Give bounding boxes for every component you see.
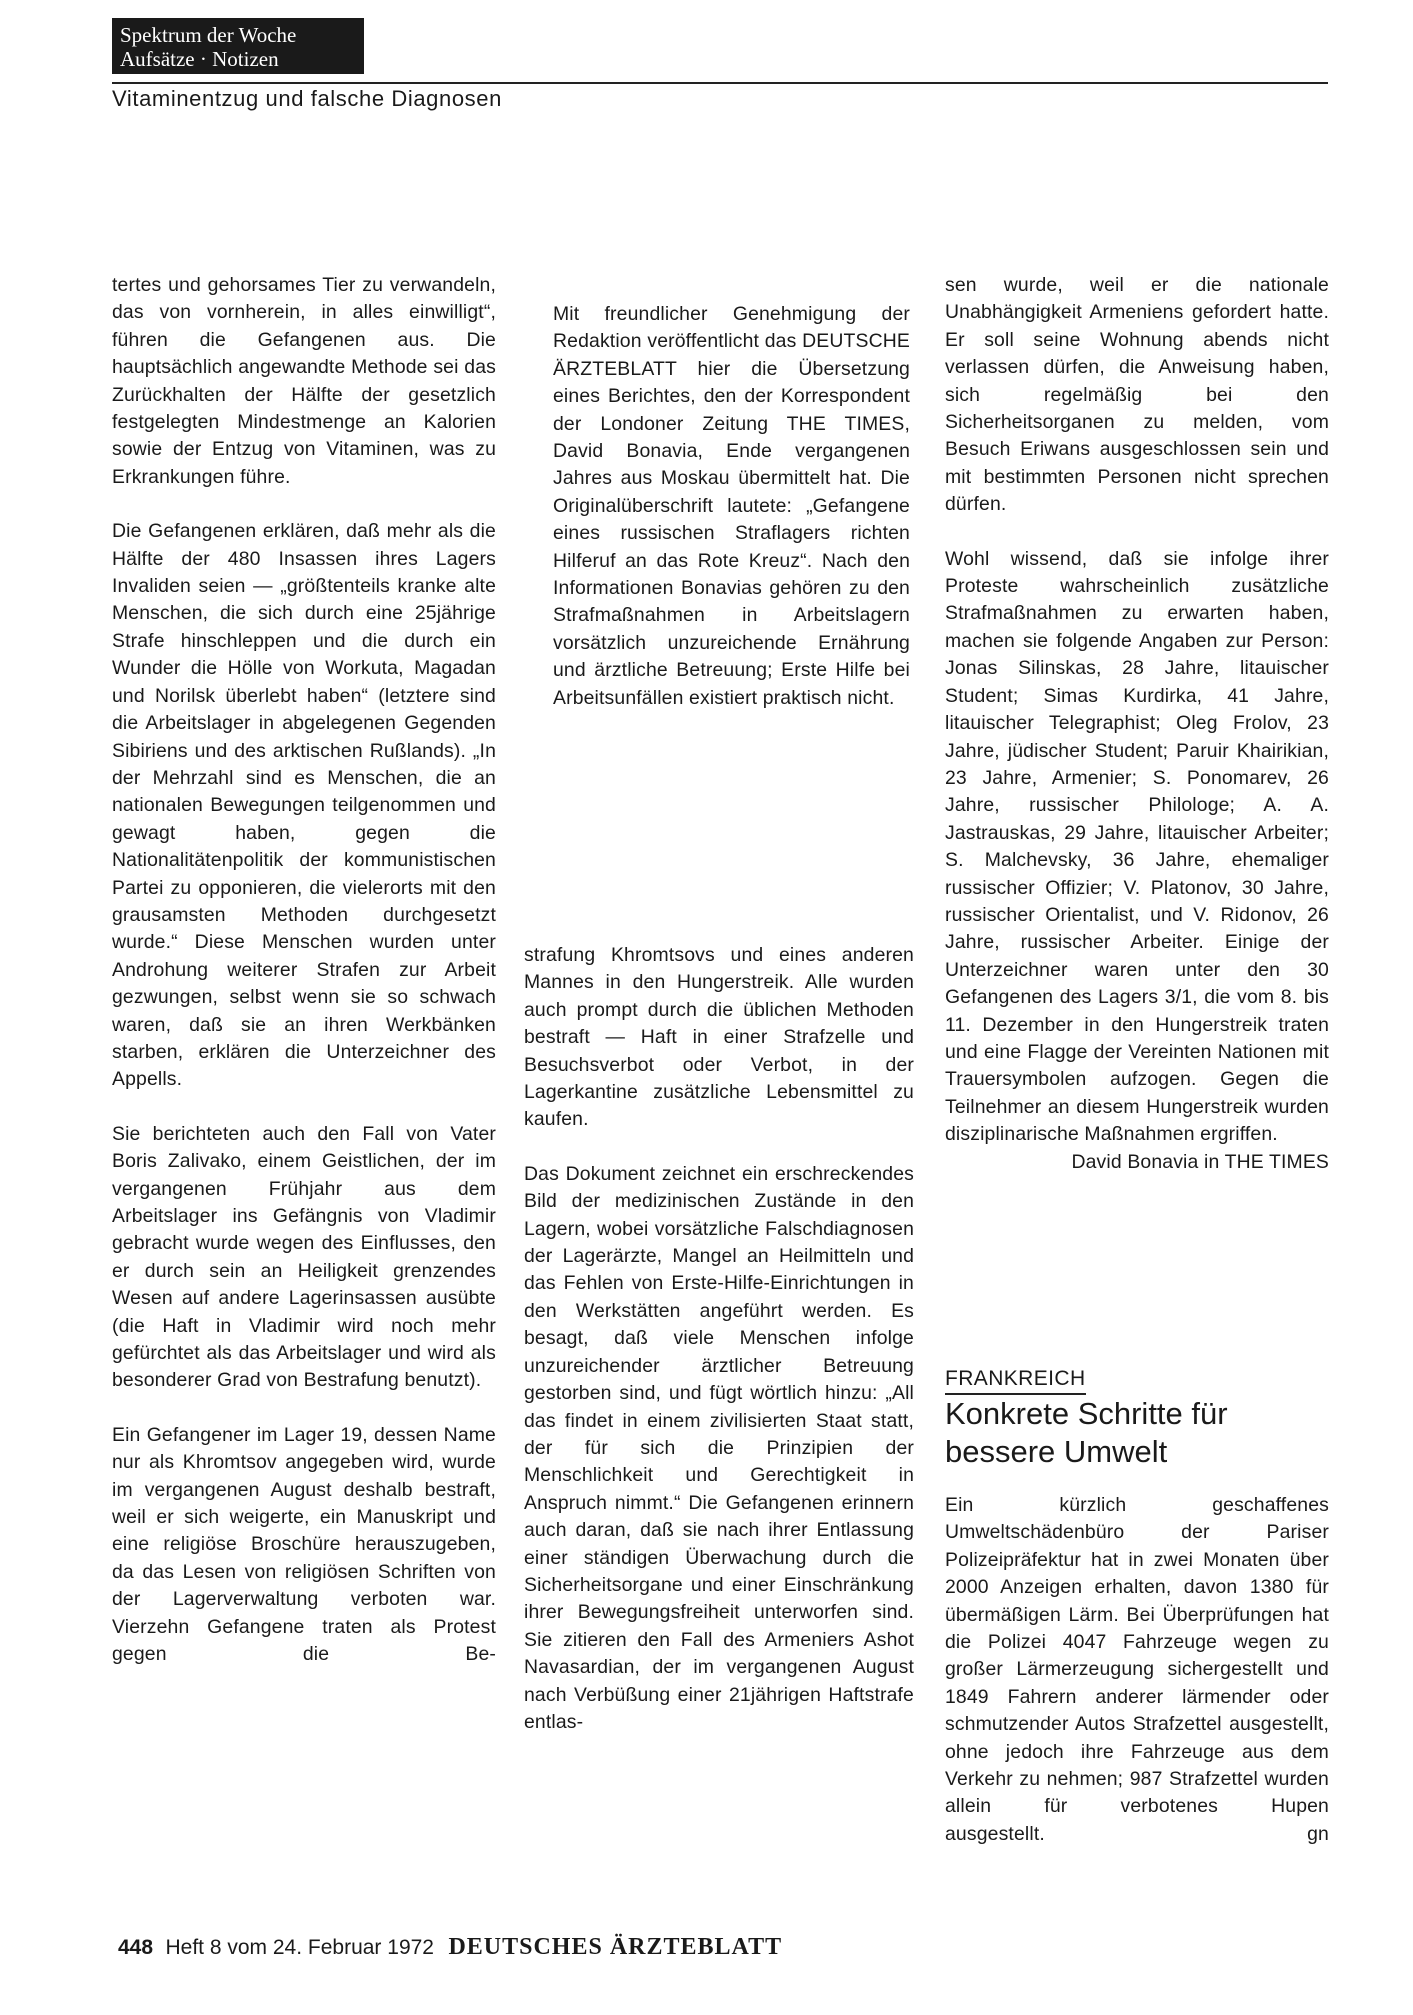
column-3 [945, 272, 1329, 1176]
paragraph: tertes und gehorsames Tier zu verwandeln, das von vornherein, in alles einwilligt“, führen die Gefangenen aus. Die hauptsächlich angewandte Methode sei das Zurückhalten der Hälfte der gesetzlich festgelegten Mindestmenge an Kalorien sowie der Entzug von Vitaminen, was zu Erkrankungen führe. [112, 274, 496, 488]
paragraph: Sie berichteten auch den Fall von Vater Boris Zalivako, einem Geistlichen, der im vergangenen Frühjahr aus dem Arbeitslager ins Gefängnis von Vladimir gebracht wurde wegen des Einflusses, den er durch sein an Heiligkeit grenzendes Wesen auf andere Lagerinsassen ausübte (die Haft in Vladimir wird noch mehr gefürchtet als das Arbeitslager und wird als besonderer Grad von Bestrafung benutzt). [112, 1122, 496, 1392]
byline: David Bonavia in THE TIMES [1071, 1150, 1329, 1173]
intro-paragraph: Mit freundlicher Genehmigung der Redaktion veröffentlicht das DEUTSCHE ÄRZTEBLATT hier die Übersetzung eines Berichtes, den der Korrespondent der Londoner Zeitung THE TIMES, David Bonavia, Ende vergangenen Jahres aus Moskau übermittelt hat. Die Originalüberschrift lautete: „Gefangene eines russischen Straflagers richten Hilferuf an das Rote Kreuz“. Nach den Informationen Bonavias gehören zu den Strafmaßnahmen in Arbeitslagern vorsätzlich unzureichende Ernährung und ärztliche Betreuung; Erste Hilfe bei Arbeitsunfällen existiert praktisch nicht. [553, 303, 910, 709]
header-rule [112, 82, 1328, 84]
page-number: 448 [118, 1936, 154, 1959]
paragraph: Wohl wissend, daß sie infolge ihrer Proteste wahrscheinlich zusätzliche Strafmaßnahmen zu erwarten haben, machen sie folgende Angaben zur Person: Jonas Silinskas, 28 Jahre, litauischer Student; Simas Kurdirka, 41 Jahre, litauischer Telegraphist; Oleg Frolov, 23 Jahre, jüdischer Student; Paruir Khairikian, 23 Jahre, Armenier; S. Ponomarev, 26 Jahre, russischer Philologe; A. A. Jastrauskas, 29 Jahre, litauischer Arbeiter; S. Malchevsky, 36 Jahre, ehemaliger russischer Offizier; V. Platonov, 30 Jahre, russischer Orientalist, und V. Ridonov, 26 Jahre, russischer Arbeiter. Einige der Unterzeichner waren unter den 30 Gefangenen des Lagers 3/1, die vom 8. bis 11. Dezember in den Hungerstreik traten und eine Flagge der Vereinten Nationen mit Trauersymbolen aufzogen. Gegen die Teilnehmer an diesem Hungerstreik wurden disziplinarische Maßnahmen ergriffen. [945, 547, 1329, 1146]
section-badge [112, 18, 364, 74]
sidebar-body: Ein kürzlich geschaffenes Umweltschädenbüro der Pariser Polizeipräfektur hat in zwei Monaten über 2000 Anzeigen erhalten, davon 1380 für übermäßigen Lärm. Bei Überprüfungen hat die Polizei 4047 Fahrzeuge wegen zu großer Lärmerzeugung sichergestellt und 1849 Fahrern anderer lärmender oder schmutzender Autos Strafzettel ausgestellt, ohne jedoch ihre Fahrzeuge aus dem Verkehr zu nehmen; 987 Strafzettel wurden allein für verbotenes Hupen ausgestellt. [945, 1494, 1329, 1845]
paragraph: sen wurde, weil er die nationale Unabhängigkeit Armeniens gefordert hatte. Er soll seine Wohnung abends nicht verlassen dürfen, die Anweisung haben, sich regelmäßig bei den Sicherheitsorganen zu melden, vom Besuch Eriwans ausgeschlossen sein und mit bestimmten Personen nicht sprechen dürfen. [945, 274, 1329, 516]
page-subtitle: Vitaminentzug und falsche Diagnosen [112, 86, 502, 111]
sidebar-headline: Konkrete Schritte für bessere Umwelt [945, 1396, 1228, 1469]
section-badge-line2: Aufsätze · Notizen [120, 47, 279, 71]
sidebar-paragraph [945, 1492, 1329, 1848]
section-label: FRANKREICH [945, 1367, 1086, 1395]
sidebar-signature: gn [1307, 1822, 1329, 1845]
paragraph: strafung Khromtsovs und eines anderen Mannes in den Hungerstreik. Alle wurden auch prompt durch die üblichen Methoden bestraft — Haft in einer Strafzelle und Besuchsverbot oder Verbot, in der Lagerkantine zusätzliche Lebensmittel zu kaufen. [524, 944, 914, 1131]
paragraph: Die Gefangenen erklären, daß mehr als die Hälfte der 480 Insassen ihres Lagers Invaliden seien — „größtenteils kranke alte Menschen, die sich durch eine 25jährige Strafe hinschleppen und die durch ein Wunder die Hölle von Workuta, Magadan und Norilsk überlebt haben“ (letztere sind die Arbeitslager in abgelegenen Gegenden Sibiriens und des arktischen Rußlands). „In der Mehrzahl sind es Menschen, die an nationalen Bewegungen teilgenommen und gewagt haben, gegen die Nationalitätenpolitik der kommunistischen Partei zu opponieren, die vielerorts mit den grausamsten Methoden durchgesetzt wurde.“ Diese Menschen wurden unter Androhung weiterer Strafen zur Arbeit gezwungen, selbst wenn sie so schwach waren, daß sie an ihren Werkbänken starben, erklären die Unterzeichner des Appells. [112, 520, 496, 1091]
editorial-intro [553, 301, 910, 712]
paragraph: Das Dokument zeichnet ein erschreckendes Bild der medizinischen Zustände in den Lagern, wobei vorsätzliche Falschdiagnosen der Lagerärzte, Mangel an Heilmitteln und das Fehlen von Erste-Hilfe-Einrichtungen in den Werkstätten angeführt werden. Es besagt, daß viele Menschen infolge unzureichender ärztlicher Betreuung gestorben sind, und fügt wörtlich hinzu: „All das findet in einem zivilisierten Staat statt, der für sich die Prinzipien der Menschlichkeit und Gerechtigkeit in Anspruch nimmt.“ Die Gefangenen erinnern auch daran, daß sie nach ihrer Entlassung einer ständigen Überwachung durch die Sicherheitsorgane und einer Einschränkung ihrer Bewegungsfreiheit unterworfen sind. Sie zitieren den Fall des Armeniers Ashot Navasardian, der im vergangenen August nach Verbüßung einer 21jährigen Haftstrafe entlas- [524, 1162, 914, 1733]
column-2 [524, 942, 914, 1736]
page-footer [118, 1934, 782, 1961]
issue-info: Heft 8 vom 24. Februar 1972 [165, 1936, 434, 1959]
section-badge-line1: Spektrum der Woche [120, 23, 297, 47]
journal-name: DEUTSCHES ÄRZTEBLATT [448, 1934, 783, 1960]
paragraph: Ein Gefangener im Lager 19, dessen Name nur als Khromtsov angegeben wird, wurde im vergangenen August deshalb bestraft, weil er sich weigerte, ein Manuskript und eine religiöse Broschüre herauszugeben, da das Lesen von religiösen Schriften von der Lagerverwaltung verboten war. Vierzehn Gefangene traten als Protest gegen die Be- [112, 1423, 496, 1666]
column-1 [112, 272, 496, 1669]
sidebar-article [945, 1492, 1329, 1848]
